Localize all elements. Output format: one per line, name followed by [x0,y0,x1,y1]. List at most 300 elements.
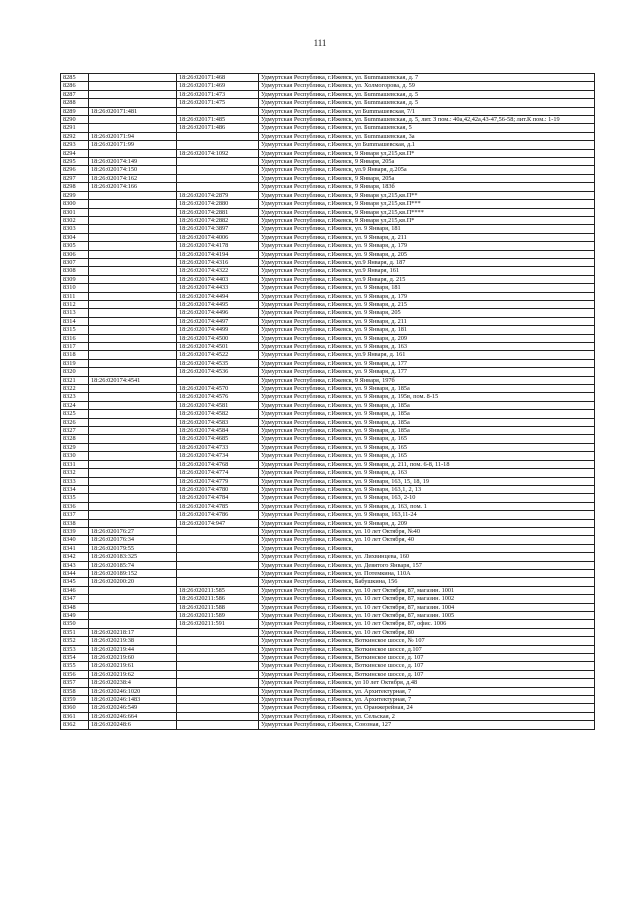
land-cadastral-number [89,502,177,510]
table-row [61,124,595,132]
building-cadastral-number: 18:26:020174:4499 [177,326,259,334]
address: Удмуртская Республика, г.Ижевск, Воткинское шоссе, д.107 [259,645,595,653]
row-number: 8316 [61,334,89,342]
building-cadastral-number: 18:26:020174:4316 [177,258,259,266]
land-cadastral-number [89,317,177,325]
row-number: 8315 [61,326,89,334]
land-cadastral-number: 18:26:020238:4 [89,679,177,687]
address: Удмуртская Республика, г.Ижевск, ул. 9 Января, д. 185а [259,385,595,393]
land-cadastral-number: 18:26:020218:17 [89,628,177,636]
address: Удмуртская Республика, г.Ижевск, ул. 9 Января, д. 185а [259,418,595,426]
row-number: 8322 [61,385,89,393]
table-row [61,469,595,477]
land-cadastral-number [89,326,177,334]
address: Удмуртская Республика, г.Ижевск, ул.9 Января, д.205а [259,166,595,174]
address: Удмуртская Республика, г.Ижевск, ул. 9 Января, д. 179 [259,292,595,300]
table-row [61,477,595,485]
table-row [61,410,595,418]
table-row [61,99,595,107]
building-cadastral-number [177,578,259,586]
building-cadastral-number: 18:26:020174:4536 [177,368,259,376]
table-row [61,721,595,729]
land-cadastral-number [89,208,177,216]
land-cadastral-number [89,385,177,393]
table-row [61,300,595,308]
address: Удмуртская Республика, г.Ижевск, ул. Девятого Января, 157 [259,561,595,569]
row-number: 8303 [61,225,89,233]
table-row [61,586,595,594]
building-cadastral-number: 18:26:020174:4006 [177,233,259,241]
table-row [61,284,595,292]
page-number: 111 [313,38,327,48]
building-cadastral-number: 18:26:020174:1092 [177,149,259,157]
row-number: 8346 [61,586,89,594]
land-cadastral-number: 18:26:020246:549 [89,704,177,712]
row-number: 8286 [61,82,89,90]
land-cadastral-number: 18:26:020246:664 [89,712,177,720]
address: Удмуртская Республика, г.Ижевск, ул. 9 Января, д. 209 [259,519,595,527]
land-cadastral-number [89,435,177,443]
row-number: 8311 [61,292,89,300]
land-cadastral-number: 18:26:020183:325 [89,553,177,561]
address: Удмуртская Республика, г.Ижевск, ул. 9 Января, д. 185а [259,410,595,418]
row-number: 8340 [61,536,89,544]
row-number: 8308 [61,267,89,275]
table-row [61,494,595,502]
address: Удмуртская Республика, г.Ижевск, ул. Холмогорова, д. 59 [259,82,595,90]
building-cadastral-number: 18:26:020174:4584 [177,427,259,435]
row-number: 8318 [61,351,89,359]
row-number: 8345 [61,578,89,586]
address: Удмуртская Республика, г.Ижевск, 9 Января, 205а [259,174,595,182]
row-number: 8310 [61,284,89,292]
table-row [61,258,595,266]
building-cadastral-number: 18:26:020174:4495 [177,300,259,308]
table-row [61,511,595,519]
address: Удмуртская Республика, г.Ижевск, ул. 9 Января, 163, 15, 18, 19 [259,477,595,485]
table-row [61,485,595,493]
row-number: 8359 [61,696,89,704]
address: Удмуртская Республика, г.Ижевск, ул.9 Января, д. 187 [259,258,595,266]
row-number: 8326 [61,418,89,426]
land-cadastral-number [89,343,177,351]
table-row [61,687,595,695]
row-number: 8339 [61,527,89,535]
building-cadastral-number: 18:26:020174:4582 [177,410,259,418]
address: Удмуртская Республика, г.Ижевск, Воткинское шоссе, д. 107 [259,662,595,670]
building-cadastral-number [177,645,259,653]
row-number: 8295 [61,158,89,166]
land-cadastral-number: 18:26:020176:34 [89,536,177,544]
address: Удмуртская Республика, г.Ижевск, 9 Января ул,215,кв.П* [259,216,595,224]
building-cadastral-number: 18:26:020174:4497 [177,317,259,325]
row-number: 8347 [61,595,89,603]
row-number: 8307 [61,258,89,266]
row-number: 8293 [61,141,89,149]
row-number: 8305 [61,242,89,250]
table-row [61,645,595,653]
building-cadastral-number: 18:26:020174:4178 [177,242,259,250]
building-cadastral-number [177,166,259,174]
table-row [61,334,595,342]
land-cadastral-number: 18:26:020174:166 [89,183,177,191]
table-row [61,233,595,241]
building-cadastral-number [177,561,259,569]
row-number: 8333 [61,477,89,485]
row-number: 8304 [61,233,89,241]
row-number: 8343 [61,561,89,569]
address: Удмуртская Республика, г.Ижевск, ул 10 лет Октября, д.48 [259,679,595,687]
land-cadastral-number: 18:26:020219:62 [89,670,177,678]
row-number: 8288 [61,99,89,107]
building-cadastral-number [177,696,259,704]
table-row [61,569,595,577]
table-row [61,225,595,233]
building-cadastral-number [177,132,259,140]
building-cadastral-number: 18:26:020174:4734 [177,452,259,460]
address: Удмуртская Республика, г.Ижевск, ул. Лихвинцева, 160 [259,553,595,561]
address: Удмуртская Республика, г.Ижевск, 9 Января ул,215,кв.П** [259,191,595,199]
address: Удмуртская Республика, г.Ижевск, ул. Бummaшевская, 3а [259,132,595,140]
building-cadastral-number: 18:26:020174:4768 [177,460,259,468]
row-number: 8299 [61,191,89,199]
row-number: 8335 [61,494,89,502]
row-number: 8328 [61,435,89,443]
table-row [61,603,595,611]
row-number: 8314 [61,317,89,325]
building-cadastral-number [177,662,259,670]
address: Удмуртская Республика, г.Ижевск, ул. 9 Января, д. 163, пом. 1 [259,502,595,510]
row-number: 8361 [61,712,89,720]
table-row [61,309,595,317]
land-cadastral-number: 18:26:020219:60 [89,654,177,662]
row-number: 8294 [61,149,89,157]
address: Удмуртская Республика, г.Ижевск, 9 Января, 197б [259,376,595,384]
row-number: 8341 [61,544,89,552]
address: Удмуртская Республика, г.Ижевск, 9 Января, 205а [259,158,595,166]
row-number: 8354 [61,654,89,662]
building-cadastral-number: 18:26:020174:4786 [177,511,259,519]
land-cadastral-number [89,401,177,409]
row-number: 8319 [61,359,89,367]
table-row [61,74,595,82]
table-row [61,443,595,451]
row-number: 8336 [61,502,89,510]
table-row [61,536,595,544]
address: Удмуртская Республика, г.Ижевск, ул. 9 Января, 163,11-24 [259,511,595,519]
land-cadastral-number [89,519,177,527]
address: Удмуртская Республика, г.Ижевск, ул. 9 Января, д. 181 [259,326,595,334]
address: Удмуртская Республика, г.Ижевск, ул. 9 Января, д. 185а [259,427,595,435]
table-row [61,351,595,359]
land-cadastral-number [89,485,177,493]
row-number: 8312 [61,300,89,308]
building-cadastral-number: 18:26:020174:4501 [177,343,259,351]
address: Удмуртская Республика, г.Ижевск, ул. Сельская, 2 [259,712,595,720]
land-cadastral-number: 18:26:020174:149 [89,158,177,166]
building-cadastral-number: 18:26:020211:586 [177,595,259,603]
table-row [61,292,595,300]
building-cadastral-number: 18:26:020174:4685 [177,435,259,443]
land-cadastral-number [89,443,177,451]
row-number: 8285 [61,74,89,82]
row-number: 8331 [61,460,89,468]
address: Удмуртская Республика, г.Ижевск, ул.9 Января, д. 215 [259,275,595,283]
address: Удмуртская Республика, г.Ижевск, ул. 9 Января, д. 179 [259,242,595,250]
building-cadastral-number: 18:26:020174:3897 [177,225,259,233]
building-cadastral-number: 18:26:020174:947 [177,519,259,527]
land-cadastral-number [89,351,177,359]
land-cadastral-number: 18:26:020248:6 [89,721,177,729]
land-cadastral-number [89,250,177,258]
row-number: 8298 [61,183,89,191]
land-cadastral-number [89,393,177,401]
building-cadastral-number: 18:26:020171:473 [177,90,259,98]
address: Удмуртская Республика, г.Ижевск, ул. Бummaшевская, д. 5, лит. З пом.: 40а,42,42а,43-47,56-58; лит.К пом.: 1-19 [259,116,595,124]
building-cadastral-number: 18:26:020171:485 [177,116,259,124]
address: Удмуртская Республика, г.Ижевск, ул. 9 Января, 181 [259,225,595,233]
row-number: 8320 [61,368,89,376]
row-number: 8313 [61,309,89,317]
address: Удмуртская Республика, г.Ижевск, ул. Архитектурная, 7 [259,696,595,704]
row-number: 8302 [61,216,89,224]
table-row [61,519,595,527]
land-cadastral-number [89,309,177,317]
building-cadastral-number [177,141,259,149]
address: Удмуртская Республика, г.Ижевск, ул. 9 Января, д. 165 [259,435,595,443]
building-cadastral-number: 18:26:020174:4779 [177,477,259,485]
building-cadastral-number: 18:26:020174:4494 [177,292,259,300]
land-cadastral-number [89,292,177,300]
row-number: 8356 [61,670,89,678]
land-cadastral-number [89,477,177,485]
building-cadastral-number [177,183,259,191]
land-cadastral-number [89,368,177,376]
table-row [61,368,595,376]
address: Удмуртская Республика, г.Ижевск, ул. 9 Января, д. 165 [259,452,595,460]
row-number: 8337 [61,511,89,519]
row-number: 8334 [61,485,89,493]
building-cadastral-number: 18:26:020174:4403 [177,275,259,283]
building-cadastral-number: 18:26:020174:4785 [177,502,259,510]
row-number: 8338 [61,519,89,527]
building-cadastral-number [177,637,259,645]
building-cadastral-number: 18:26:020211:591 [177,620,259,628]
table-row [61,662,595,670]
building-cadastral-number [177,569,259,577]
land-cadastral-number: 18:26:020219:61 [89,662,177,670]
row-number: 8353 [61,645,89,653]
building-cadastral-number [177,628,259,636]
building-cadastral-number [177,544,259,552]
table-row [61,116,595,124]
table-row [61,149,595,157]
address: Удмуртская Республика, г.Ижевск, ул. 9 Января, 163, 2-10 [259,494,595,502]
table-row [61,132,595,140]
table-row [61,553,595,561]
building-cadastral-number: 18:26:020174:4194 [177,250,259,258]
building-cadastral-number [177,687,259,695]
table-row [61,166,595,174]
land-cadastral-number [89,300,177,308]
land-cadastral-number: 18:26:020174:150 [89,166,177,174]
table-row [61,712,595,720]
land-cadastral-number: 18:26:020171:481 [89,107,177,115]
table-row [61,343,595,351]
land-cadastral-number [89,586,177,594]
row-number: 8358 [61,687,89,695]
row-number: 8357 [61,679,89,687]
address: Удмуртская Республика, г.Ижевск, ул. Бummaшевская, д. 7 [259,74,595,82]
table-row [61,452,595,460]
address: Удмуртская Республика, г.Ижевск, ул. 10 лет Октября, 87, магазин. 1004 [259,603,595,611]
row-number: 8329 [61,443,89,451]
row-number: 8355 [61,662,89,670]
address: Удмуртская Республика, г.Ижевск, ул. 9 Января, д. 177 [259,359,595,367]
address: Удмуртская Республика, г.Ижевск, ул. 10 лет Октября, №40 [259,527,595,535]
land-cadastral-number: 18:26:020185:74 [89,561,177,569]
building-cadastral-number: 18:26:020174:4433 [177,284,259,292]
building-cadastral-number: 18:26:020174:4774 [177,469,259,477]
land-cadastral-number [89,74,177,82]
building-cadastral-number [177,158,259,166]
building-cadastral-number: 18:26:020211:589 [177,612,259,620]
table-row [61,527,595,535]
land-cadastral-number [89,99,177,107]
address: Удмуртская Республика, г.Ижевск, ул. 9 Января, д. 165 [259,443,595,451]
land-cadastral-number [89,258,177,266]
address: Удмуртская Республика, г.Ижевск, ул. 10 лет Октября, 40 [259,536,595,544]
table-row [61,317,595,325]
building-cadastral-number: 18:26:020174:2879 [177,191,259,199]
building-cadastral-number: 18:26:020174:2882 [177,216,259,224]
land-cadastral-number [89,494,177,502]
land-cadastral-number: 18:26:020176:27 [89,527,177,535]
table-row [61,435,595,443]
row-number: 8327 [61,427,89,435]
address: Удмуртская Республика, г.Ижевск, ул.9 Января, 161 [259,267,595,275]
address: Удмуртская Республика, г.Ижевск, ул. 9 Января, д. 209 [259,334,595,342]
building-cadastral-number [177,376,259,384]
land-cadastral-number [89,242,177,250]
registry-table [60,73,595,730]
land-cadastral-number [89,452,177,460]
building-cadastral-number: 18:26:020211:585 [177,586,259,594]
table-row [61,376,595,384]
table-row [61,418,595,426]
building-cadastral-number: 18:26:020174:4780 [177,485,259,493]
table-row [61,620,595,628]
table-row [61,216,595,224]
table-row [61,595,595,603]
table-row [61,267,595,275]
row-number: 8301 [61,208,89,216]
row-number: 8289 [61,107,89,115]
address: Удмуртская Республика, г.Ижевск, ул. 9 Января, д. 211, пом. 6-8, 11-18 [259,460,595,468]
building-cadastral-number: 18:26:020174:2880 [177,200,259,208]
address: Удмуртская Республика, г.Ижевск, ул. 9 Января, 181 [259,284,595,292]
table-row [61,183,595,191]
row-number: 8360 [61,704,89,712]
table-row [61,191,595,199]
land-cadastral-number [89,267,177,275]
address: Удмуртская Республика, г.Ижевск, Воткинское шоссе, № 107 [259,637,595,645]
land-cadastral-number [89,418,177,426]
address: Удмуртская Республика, г.Ижевск, ул. 9 Января, 163,1, 2, 13 [259,485,595,493]
row-number: 8349 [61,612,89,620]
table-row [61,578,595,586]
address: Удмуртская Республика, г.Ижевск, Воткинское шоссе, д. 107 [259,670,595,678]
address: Удмуртская Республика, г.Ижевск, ул. 9 Января, д. 195в, пом. 8-15 [259,393,595,401]
building-cadastral-number [177,721,259,729]
registry-body [61,74,595,730]
table-row [61,275,595,283]
land-cadastral-number [89,233,177,241]
building-cadastral-number: 18:26:020174:4496 [177,309,259,317]
table-row [61,107,595,115]
address: Удмуртская Республика, г.Ижевск, Бабушкина, 156 [259,578,595,586]
building-cadastral-number: 18:26:020174:4500 [177,334,259,342]
building-cadastral-number [177,553,259,561]
address: Удмуртская Республика, г.Ижевск, ул Бummaшевская, 7/1 [259,107,595,115]
land-cadastral-number [89,149,177,157]
row-number: 8352 [61,637,89,645]
building-cadastral-number: 18:26:020174:4581 [177,401,259,409]
row-number: 8323 [61,393,89,401]
table-row [61,359,595,367]
land-cadastral-number: 18:26:020174:4541 [89,376,177,384]
address: Удмуртская Республика, г.Ижевск, ул Бummaшевская, д.1 [259,141,595,149]
table-row [61,141,595,149]
land-cadastral-number [89,469,177,477]
table-row [61,544,595,552]
building-cadastral-number [177,712,259,720]
building-cadastral-number: 18:26:020211:588 [177,603,259,611]
row-number: 8306 [61,250,89,258]
address: Удмуртская Республика, г.Ижевск, 9 Января ул,215,кв.П* [259,149,595,157]
building-cadastral-number: 18:26:020174:4583 [177,418,259,426]
table-row [61,401,595,409]
land-cadastral-number [89,116,177,124]
building-cadastral-number: 18:26:020171:469 [177,82,259,90]
table-row [61,612,595,620]
address: Удмуртская Республика, г.Ижевск, ул. 10 лет Октября, 87, магазин. 1005 [259,612,595,620]
row-number: 8348 [61,603,89,611]
table-row [61,637,595,645]
row-number: 8351 [61,628,89,636]
row-number: 8309 [61,275,89,283]
building-cadastral-number: 18:26:020174:4570 [177,385,259,393]
address: Удмуртская Республика, г.Ижевск, ул. 9 Января, д. 205 [259,250,595,258]
table-row [61,427,595,435]
address: Удмуртская Республика, г.Ижевск, 9 Января ул,215,кв.П*** [259,200,595,208]
land-cadastral-number [89,595,177,603]
land-cadastral-number [89,603,177,611]
building-cadastral-number [177,527,259,535]
land-cadastral-number [89,620,177,628]
table-row [61,250,595,258]
table-row [61,561,595,569]
row-number: 8297 [61,174,89,182]
table-row [61,158,595,166]
address: Удмуртская Республика, г.Ижевск, ул. 9 Января, д. 163 [259,343,595,351]
building-cadastral-number [177,654,259,662]
land-cadastral-number: 18:26:020171:94 [89,132,177,140]
address: Удмуртская Республика, г.Ижевск, ул. 9 Января, д. 215 [259,300,595,308]
building-cadastral-number: 18:26:020171:468 [177,74,259,82]
address: Удмуртская Республика, г.Ижевск, ул. 9 Января, д. 211 [259,317,595,325]
land-cadastral-number [89,359,177,367]
